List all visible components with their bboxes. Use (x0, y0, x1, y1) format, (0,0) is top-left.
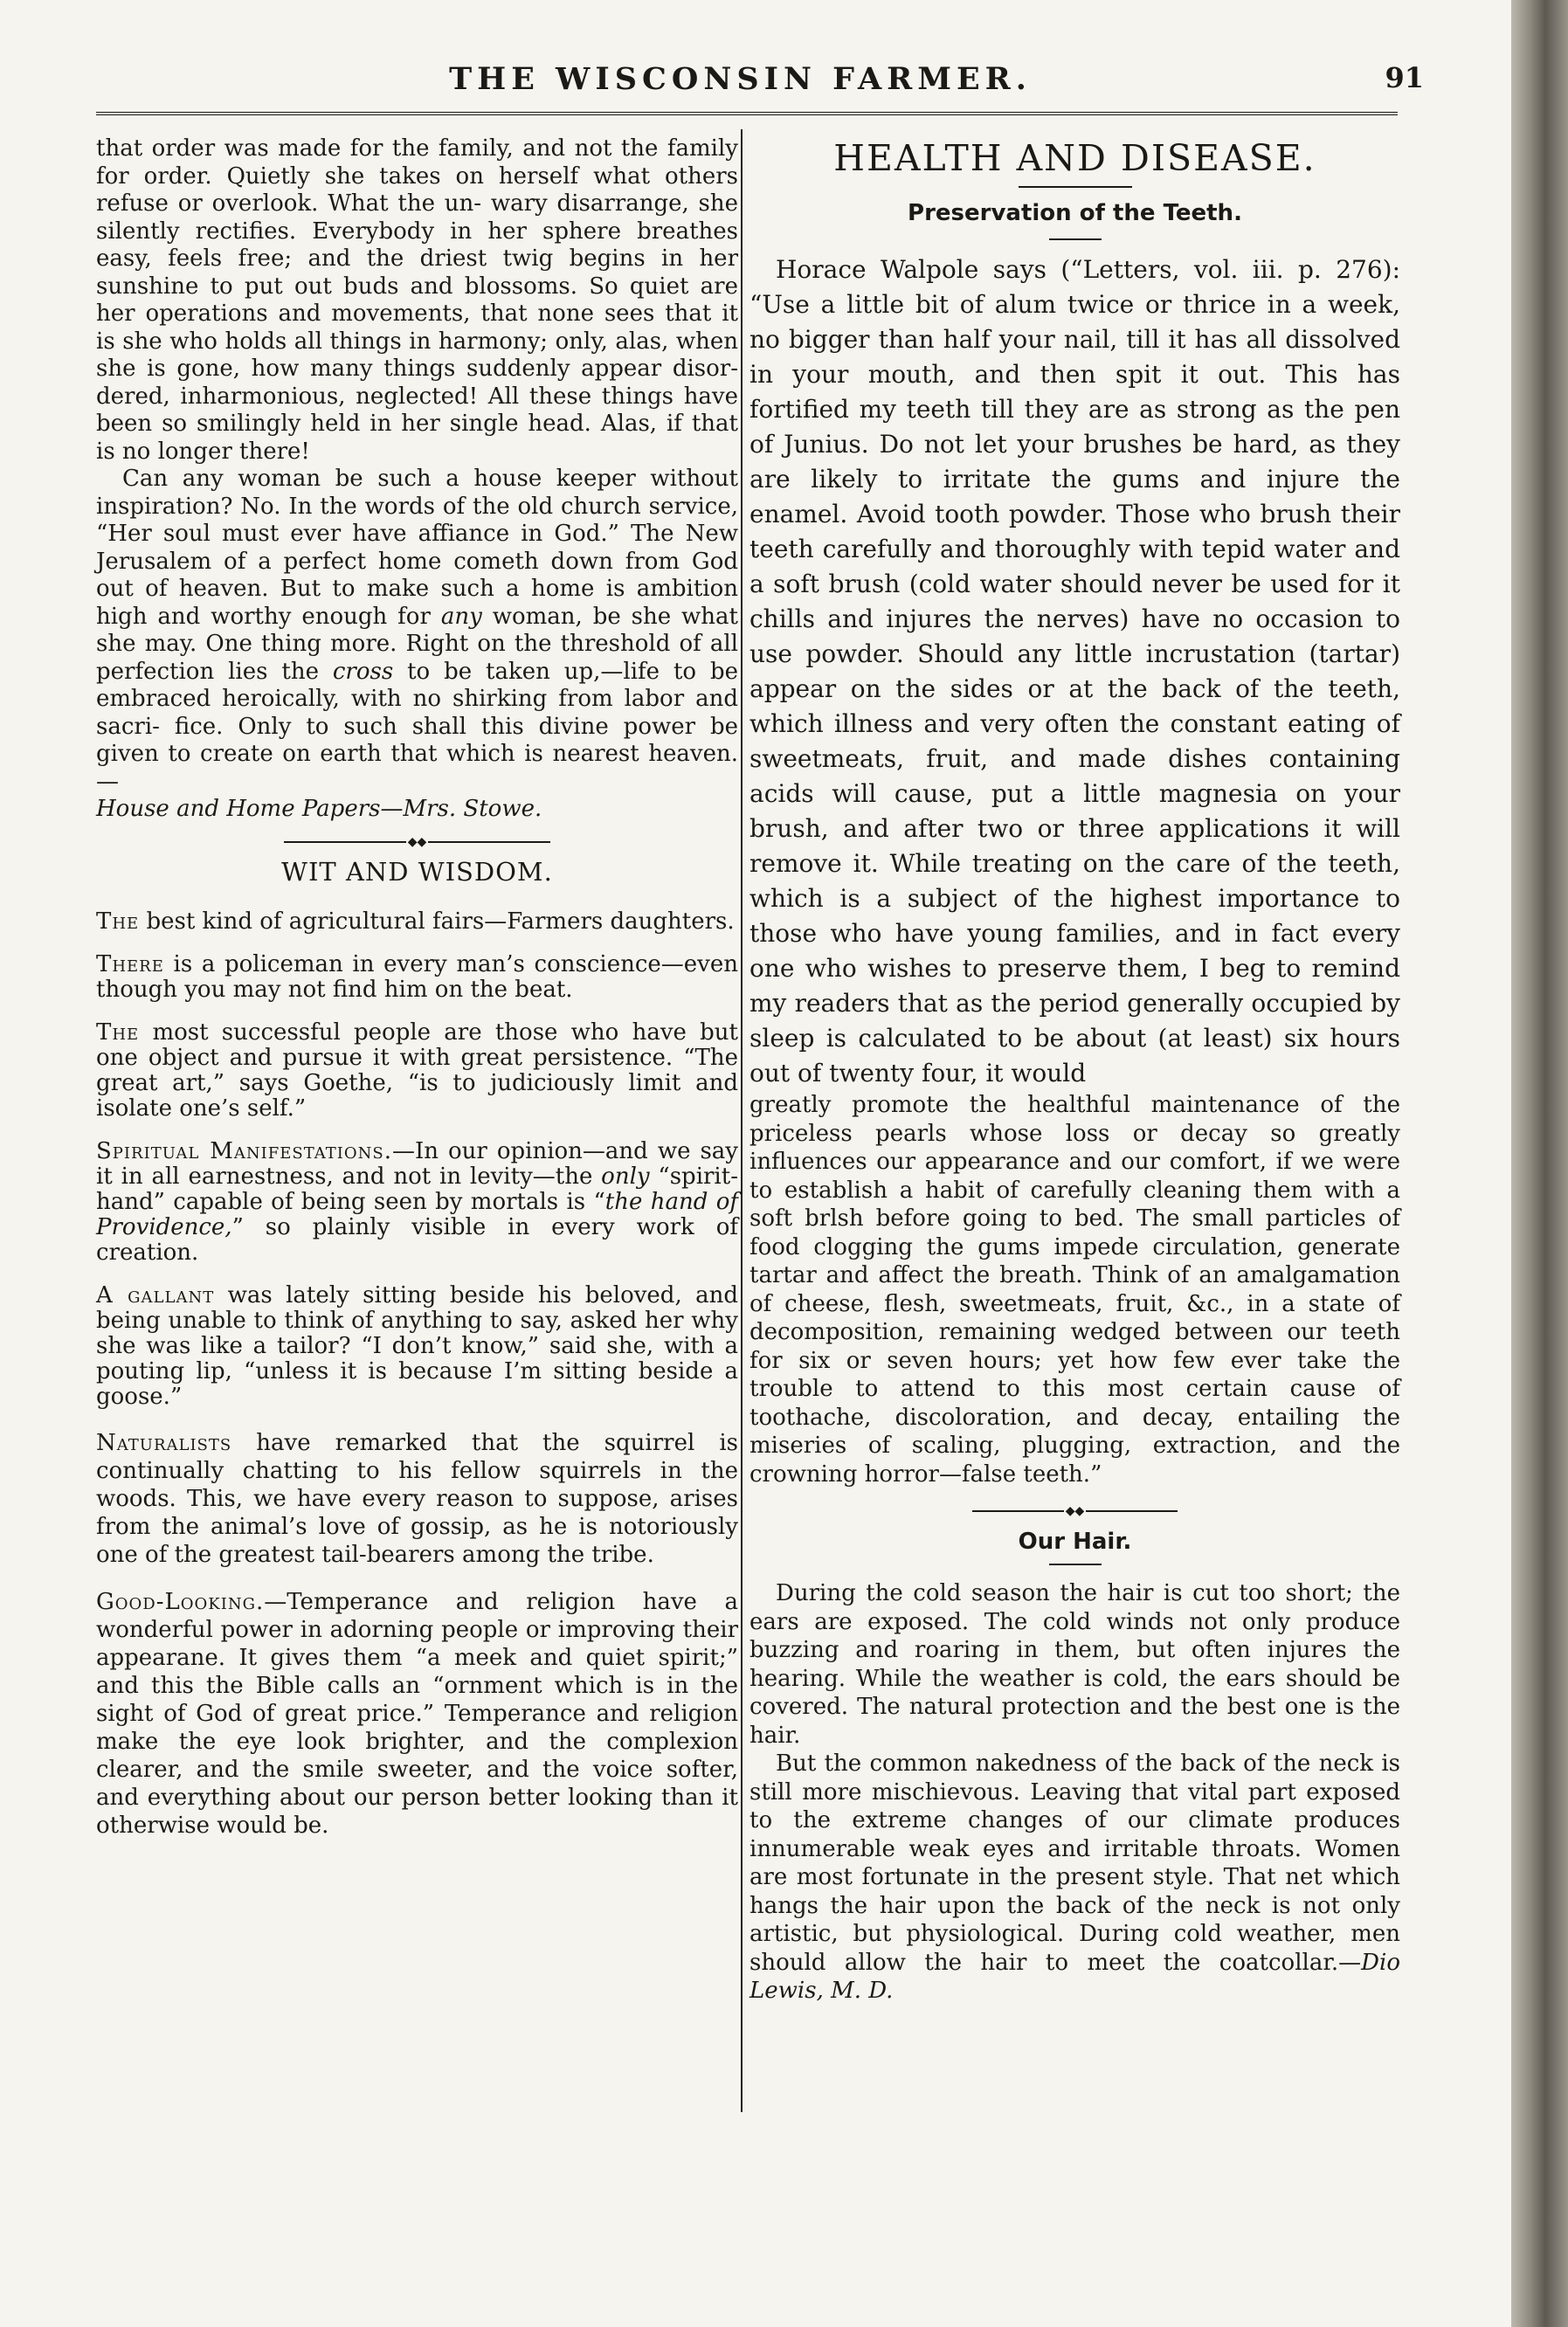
page-number: 91 (1385, 61, 1424, 94)
text-line: fice. Only to such shall this divine power be given (96, 713, 739, 767)
section-heading-wit: WIT AND WISDOM. (281, 856, 553, 887)
text-line: Can any woman be such a house keeper without (122, 466, 738, 492)
wit-lead: A gallant (96, 1281, 215, 1309)
wit-item (96, 1139, 738, 1266)
article-title-hair: Our Hair. (1018, 1529, 1132, 1555)
text-line: woman, be she what she may. One thing (96, 603, 738, 657)
hair-signature: Dio Lewis, M. D. (749, 1949, 1400, 2004)
text-line: what others refuse or overlook. What the un- (96, 162, 739, 217)
text-line: movements, that none sees that it is she who holds (96, 300, 738, 355)
hair-text: But the common nakedness of the back of the neck is still more mischievous. Leaving that vital part exposed to the extreme changes of our climate produces innumerable weak eyes and irritable throats. Women are most fortunate in the present style. That net which hangs the hair upon the back of the neck is not only artistic, but physiological. During cold weather, men should allow the hair to meet the coatcollar.— (749, 1750, 1400, 1976)
header-rule (96, 112, 1398, 118)
signature (96, 796, 738, 824)
teeth-paragraph-1: Horace Walpole says (“Letters, vol. iii. p. 276): “Use a little bit of alum twice or thrice in a week, no bigger than half your nail, till it has all dissolved in your mouth, and then spit it out. This has fortified my teeth till they are as strong as the pen of Junius. Do not let your brushes be hard, as they are likely to irritate the gums and injure the enamel. Avoid tooth powder. Those who brush their teeth carefully and thoroughly with tepid water and a soft brush (cold water should never be used for it chills and injures the nerves) have no occasion to use powder. Should any little incrustation (tartar) appear on the sides or at the back of the teeth, which illness and very often the constant eating of sweetmeats, fruit, and made dishes containing acids will cause, put a little magnesia on your brush, and after two or three applications it will remove it. While treating on the care of the teeth, which is a subject of the highest importance to those who have young families, and in fact every one who wishes to preserve them, I beg to remind my readers that as the period generally occupied by sleep is calculated to be about (at least) six hours out of twenty four, it would (749, 255, 1400, 1088)
text-line: inspiration? No. In the words of the old church (96, 493, 641, 520)
continued-paragraph (96, 135, 738, 466)
text-line: The New Jerusalem of a perfect home cometh (96, 521, 739, 575)
wit-lead: There (96, 950, 164, 977)
hair-paragraph-2 (749, 1750, 1400, 2006)
left-column (96, 135, 738, 1840)
section-heading-health: HEALTH AND DISEASE. (833, 137, 1316, 179)
wit-item (96, 1020, 738, 1122)
title-rule (1049, 1564, 1102, 1565)
wit-item (96, 952, 738, 1003)
text-line: to create on earth that which is nearest heaven.— (96, 741, 738, 795)
text-line: and blossoms. So quiet are her operations and (96, 273, 739, 327)
italic-any: any (440, 603, 482, 630)
wit-italic: only (601, 1163, 650, 1190)
wit-text: —In our opinion—and we say it in all earnestness, and not in levity—the (96, 1137, 738, 1190)
right-column (749, 135, 1400, 2006)
teeth-paragraph-2: greatly promote the healthful maintenance of the priceless pearls whose loss or decay so greatly influences our appearance and our comfort, if we were to establish a habit of carefully cleaning them with a soft brlsh before going to bed. The small particles of food clogging the gums impede circulation, generate tartar and affect the breath. Think of an amalgamation of cheese, flesh, sweetmeats, fruit, &c., in a state of decomposition, remaining wedged between our teeth for six or seven hours; yet how few ever take the trouble to attend to this most certain cause of toothache, discoloration, and decay, entailing the miseries of scaling, plugging, extraction, and the crowning horror—false teeth.” (749, 1092, 1400, 1488)
wit-item (96, 909, 738, 935)
text-line: that order was made for the family, and not the (96, 135, 659, 162)
italic-cross: cross (332, 658, 394, 685)
hair-paragraph-1: During the cold season the hair is cut too short; the ears are exposed. The cold winds not only produce buzzing and roaring in them, but often injures the hearing. While the weather is cold, the ears should be covered. The natural protection and the best one is the hair. (749, 1580, 1400, 1749)
text-line: lies the (228, 658, 333, 685)
wit-text: have remarked that the squirrel is continually chatting to his fellow squirrels in the woods. This, we have every reason to suppose, arises from the animal’s love of gossip, as he is notoriously one of the greatest tail-bearers among the tribe. (96, 1429, 738, 1568)
diamond-icon: ◆◆ (1065, 1503, 1085, 1518)
text-line: wary disarrange, she silently rectifies. Everybody (96, 190, 739, 245)
wit-italic: the hand of Providence, (96, 1188, 738, 1240)
ornament-divider (749, 1501, 1400, 1520)
text-line: driest twig begins in her sunshine to put out buds (96, 245, 738, 300)
article-title-teeth: Preservation of the Teeth. (908, 200, 1242, 226)
text-line: family for order. Quietly she takes on herself (96, 135, 738, 190)
wit-item (96, 1429, 738, 1569)
text-line: have been so smilingly held in her single head. (96, 383, 739, 437)
wit-item (96, 1283, 738, 1410)
text-line: in her sphere breathes easy, feels free; and the (96, 218, 738, 272)
wit-text: most successful people are those who have but one object and pursue it with great persistence. “The great art,” says Goethe, “is to judiciously limit and isolate one’s self.” (96, 1018, 738, 1122)
text-line: dered, inharmonious, neglected! All these things (96, 383, 674, 410)
diamond-icon: ◆◆ (407, 835, 427, 849)
wit-lead: Good-Looking. (96, 1588, 265, 1615)
wit-text: —Temperance and religion have a wonderful power in adorning people or improving their appearane. It gives them “a meek and quiet spirit;” and this the Bible calls an “ornment which is in the sight of God of great price.” Temperance and religion make the eye look brighter, and the complexion clearer, and the smile sweeter, and the voice softer, and everything about our person better looking than it otherwise would be. (96, 1588, 738, 1839)
wit-text: “spirit-hand” capable of being seen by mortals is “ (96, 1163, 738, 1215)
wit-item (96, 1588, 738, 1840)
wit-text: best kind of agricultural fairs—Farmers daughters. (139, 908, 735, 935)
housekeeper-paragraph (96, 466, 738, 796)
title-rule (1049, 238, 1102, 240)
wit-lead: Spiritual Manifestations. (96, 1137, 392, 1164)
wit-text: was lately sitting beside his beloved, and being unable to think of anything to say, asked her why she was like a tailor? “I don’t know,” said she, with a pouting lip, “unless it is because I’m sitting beside a goose.” (96, 1281, 738, 1410)
wit-lead: Naturalists (96, 1429, 232, 1456)
running-head: THE WISCONSIN FARMER. (449, 61, 1032, 97)
text-line: service, “Her soul must ever have affiance in God.” (96, 493, 738, 547)
text-line: all things in harmony; only, alas, when she is (96, 328, 739, 382)
text-line: down from God out of heaven. But to make such (96, 548, 739, 602)
text-line: more. Right on the threshold of all perfection (96, 631, 738, 685)
column-rule (741, 129, 743, 2112)
heading-rule (1019, 186, 1132, 188)
text-line: gone, how many things suddenly appear disor- (176, 356, 738, 382)
text-line: a home is ambition high and worthy enough for (96, 576, 739, 630)
wit-lead: The (96, 908, 140, 935)
text-line: heroically, with no shirking from labor and sacri- (96, 686, 739, 740)
text-line: Alas, if that is no longer there! (96, 411, 738, 465)
wit-text: is a policeman in every man’s conscience—even though you may not find him on the beat. (96, 950, 738, 1003)
wit-lead: The (96, 1018, 140, 1046)
ornament-divider (96, 832, 738, 852)
text-line: to be taken up,—life to be embraced (96, 658, 738, 712)
wit-text: ” so plainly visible in every work of creation. (96, 1213, 738, 1266)
signature-text: House and Home Papers—Mrs. Stowe. (96, 796, 542, 822)
book-binding-edge (1511, 0, 1568, 2327)
